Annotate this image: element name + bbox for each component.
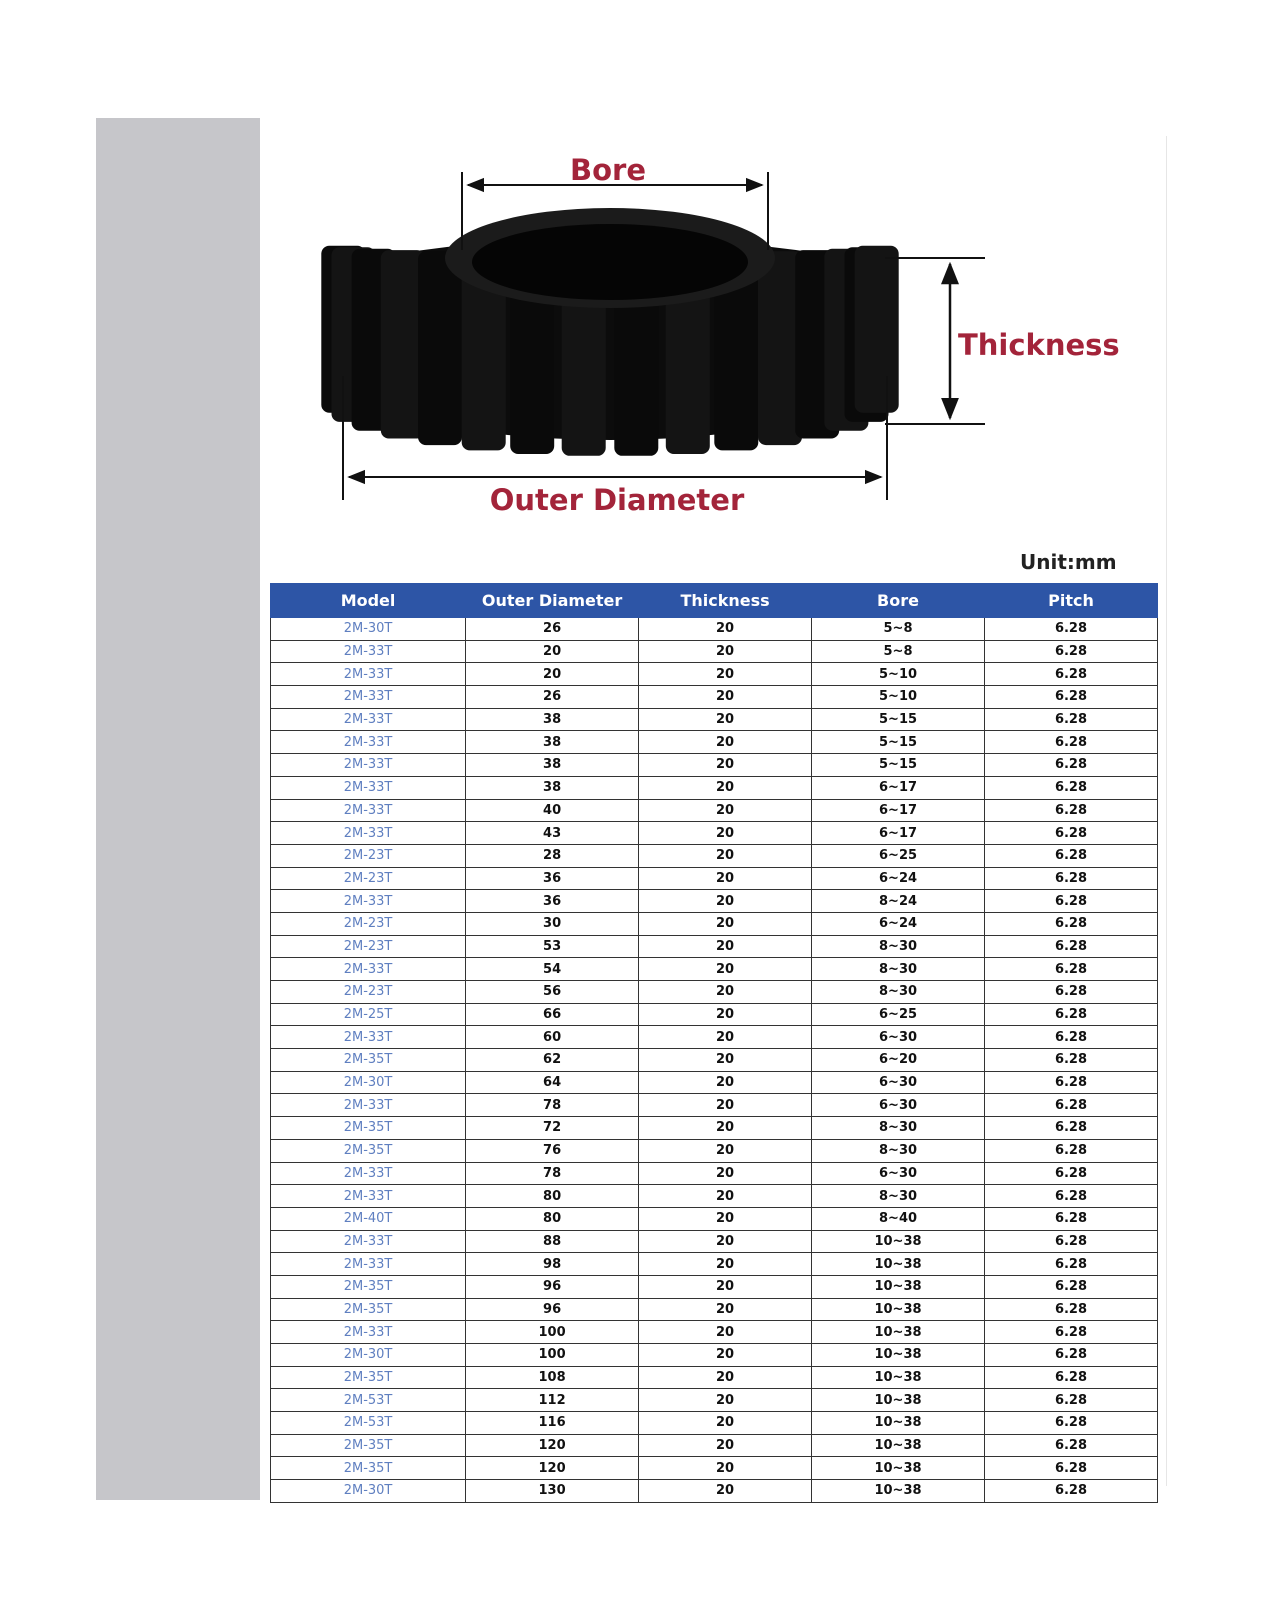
cell-model: 2M-33T [271,1321,466,1344]
cell-thickness: 20 [639,1026,812,1049]
cell-thickness: 20 [639,776,812,799]
cell-bore: 8~30 [812,935,985,958]
cell-outer-diameter: 120 [466,1457,639,1480]
cell-outer-diameter: 96 [466,1275,639,1298]
cell-thickness: 20 [639,663,812,686]
cell-pitch: 6.28 [985,935,1158,958]
cell-outer-diameter: 36 [466,890,639,913]
table-row [271,1049,1158,1072]
table-row [271,822,1158,845]
cell-thickness: 20 [639,1049,812,1072]
table-row [271,1366,1158,1389]
cell-pitch: 6.28 [985,708,1158,731]
cell-thickness: 20 [639,686,812,709]
cell-model: 2M-35T [271,1457,466,1480]
cell-thickness: 20 [639,935,812,958]
cell-pitch: 6.28 [985,731,1158,754]
outer-diameter-label: Outer Diameter [489,483,745,517]
cell-outer-diameter: 98 [466,1253,639,1276]
cell-thickness: 20 [639,867,812,890]
cell-model: 2M-25T [271,1003,466,1026]
cell-thickness: 20 [639,1253,812,1276]
cell-bore: 6~30 [812,1026,985,1049]
table-row [271,1117,1158,1140]
cell-model: 2M-33T [271,799,466,822]
cell-pitch: 6.28 [985,686,1158,709]
table-row [271,663,1158,686]
cell-pitch: 6.28 [985,822,1158,845]
cell-model: 2M-35T [271,1366,466,1389]
cell-outer-diameter: 76 [466,1139,639,1162]
table-row [271,1321,1158,1344]
cell-model: 2M-53T [271,1389,466,1412]
cell-outer-diameter: 26 [466,618,639,641]
table-row [271,618,1158,641]
table-row [271,867,1158,890]
cell-model: 2M-33T [271,958,466,981]
cell-thickness: 20 [639,799,812,822]
table-row [271,1162,1158,1185]
table-row [271,1412,1158,1435]
cell-thickness: 20 [639,844,812,867]
cell-pitch: 6.28 [985,663,1158,686]
cell-outer-diameter: 56 [466,981,639,1004]
cell-outer-diameter: 78 [466,1094,639,1117]
cell-bore: 5~8 [812,640,985,663]
cell-model: 2M-35T [271,1139,466,1162]
spec-table [270,583,1158,1503]
cell-outer-diameter: 120 [466,1434,639,1457]
table-row [271,1344,1158,1367]
table-row [271,1026,1158,1049]
cell-outer-diameter: 30 [466,912,639,935]
table-row [271,1230,1158,1253]
cell-bore: 6~30 [812,1162,985,1185]
cell-outer-diameter: 100 [466,1344,639,1367]
column-header-outer-diameter: Outer Diameter [466,584,639,618]
cell-pitch: 6.28 [985,1026,1158,1049]
cell-bore: 6~24 [812,912,985,935]
cell-bore: 6~25 [812,844,985,867]
table-row [271,890,1158,913]
cell-pitch: 6.28 [985,618,1158,641]
cell-model: 2M-23T [271,935,466,958]
cell-thickness: 20 [639,1094,812,1117]
cell-outer-diameter: 36 [466,867,639,890]
table-row [271,1457,1158,1480]
cell-model: 2M-33T [271,1094,466,1117]
cell-pitch: 6.28 [985,1071,1158,1094]
cell-outer-diameter: 43 [466,822,639,845]
cell-bore: 10~38 [812,1321,985,1344]
cell-bore: 10~38 [812,1434,985,1457]
cell-model: 2M-23T [271,844,466,867]
cell-pitch: 6.28 [985,1434,1158,1457]
cell-thickness: 20 [639,822,812,845]
cell-bore: 6~24 [812,867,985,890]
cell-thickness: 20 [639,1344,812,1367]
cell-outer-diameter: 80 [466,1207,639,1230]
cell-pitch: 6.28 [985,1366,1158,1389]
cell-bore: 6~30 [812,1094,985,1117]
cell-bore: 10~38 [812,1457,985,1480]
cell-pitch: 6.28 [985,912,1158,935]
cell-bore: 10~38 [812,1230,985,1253]
cell-thickness: 20 [639,708,812,731]
cell-bore: 10~38 [812,1389,985,1412]
cell-model: 2M-33T [271,1185,466,1208]
gear-dimension-figure [0,0,1269,540]
cell-outer-diameter: 60 [466,1026,639,1049]
cell-pitch: 6.28 [985,1049,1158,1072]
cell-bore: 10~38 [812,1275,985,1298]
table-row [271,1003,1158,1026]
cell-thickness: 20 [639,981,812,1004]
column-header-pitch: Pitch [985,584,1158,618]
cell-thickness: 20 [639,1003,812,1026]
cell-outer-diameter: 62 [466,1049,639,1072]
cell-thickness: 20 [639,1434,812,1457]
cell-model: 2M-33T [271,822,466,845]
cell-bore: 6~17 [812,799,985,822]
cell-outer-diameter: 54 [466,958,639,981]
cell-pitch: 6.28 [985,1457,1158,1480]
cell-bore: 10~38 [812,1412,985,1435]
cell-model: 2M-33T [271,640,466,663]
cell-pitch: 6.28 [985,1139,1158,1162]
table-row [271,1298,1158,1321]
cell-pitch: 6.28 [985,1412,1158,1435]
unit-label: Unit:mm [1020,550,1117,574]
cell-bore: 5~15 [812,708,985,731]
cell-pitch: 6.28 [985,1003,1158,1026]
cell-pitch: 6.28 [985,1298,1158,1321]
cell-model: 2M-33T [271,663,466,686]
cell-outer-diameter: 40 [466,799,639,822]
cell-bore: 8~30 [812,1139,985,1162]
cell-outer-diameter: 108 [466,1366,639,1389]
table-row [271,1253,1158,1276]
cell-model: 2M-33T [271,1253,466,1276]
cell-pitch: 6.28 [985,1389,1158,1412]
cell-bore: 8~30 [812,981,985,1004]
cell-model: 2M-33T [271,776,466,799]
cell-pitch: 6.28 [985,1230,1158,1253]
table-row [271,1480,1158,1503]
cell-outer-diameter: 88 [466,1230,639,1253]
cell-outer-diameter: 80 [466,1185,639,1208]
cell-model: 2M-35T [271,1275,466,1298]
cell-pitch: 6.28 [985,1275,1158,1298]
cell-model: 2M-35T [271,1049,466,1072]
cell-outer-diameter: 38 [466,731,639,754]
cell-model: 2M-33T [271,1026,466,1049]
cell-bore: 6~17 [812,822,985,845]
cell-model: 2M-23T [271,912,466,935]
cell-thickness: 20 [639,640,812,663]
table-row [271,958,1158,981]
cell-pitch: 6.28 [985,1185,1158,1208]
table-row [271,1094,1158,1117]
cell-bore: 10~38 [812,1253,985,1276]
cell-thickness: 20 [639,1230,812,1253]
cell-model: 2M-33T [271,686,466,709]
cell-outer-diameter: 26 [466,686,639,709]
cell-model: 2M-35T [271,1298,466,1321]
table-row [271,912,1158,935]
thickness-label: Thickness [958,328,1120,362]
cell-pitch: 6.28 [985,754,1158,777]
cell-outer-diameter: 130 [466,1480,639,1503]
cell-bore: 10~38 [812,1366,985,1389]
table-row [271,708,1158,731]
cell-thickness: 20 [639,958,812,981]
cell-bore: 10~38 [812,1298,985,1321]
cell-outer-diameter: 66 [466,1003,639,1026]
cell-thickness: 20 [639,1366,812,1389]
cell-thickness: 20 [639,1457,812,1480]
cell-model: 2M-30T [271,618,466,641]
cell-bore: 10~38 [812,1480,985,1503]
cell-bore: 5~15 [812,731,985,754]
cell-outer-diameter: 20 [466,640,639,663]
table-row [271,981,1158,1004]
cell-pitch: 6.28 [985,1117,1158,1140]
cell-thickness: 20 [639,1185,812,1208]
cell-model: 2M-30T [271,1071,466,1094]
cell-thickness: 20 [639,1207,812,1230]
cell-model: 2M-23T [271,867,466,890]
cell-thickness: 20 [639,1139,812,1162]
cell-pitch: 6.28 [985,867,1158,890]
cell-outer-diameter: 100 [466,1321,639,1344]
cell-model: 2M-23T [271,981,466,1004]
table-row [271,731,1158,754]
cell-thickness: 20 [639,890,812,913]
table-row [271,1434,1158,1457]
cell-bore: 6~25 [812,1003,985,1026]
table-row [271,776,1158,799]
cell-bore: 6~30 [812,1071,985,1094]
table-row [271,754,1158,777]
table-row [271,640,1158,663]
cell-thickness: 20 [639,1298,812,1321]
cell-pitch: 6.28 [985,799,1158,822]
cell-outer-diameter: 20 [466,663,639,686]
cell-pitch: 6.28 [985,1094,1158,1117]
cell-thickness: 20 [639,1389,812,1412]
cell-pitch: 6.28 [985,1207,1158,1230]
table-row [271,1207,1158,1230]
table-row [271,1071,1158,1094]
cell-model: 2M-33T [271,1162,466,1185]
cell-pitch: 6.28 [985,1344,1158,1367]
cell-outer-diameter: 38 [466,708,639,731]
cell-thickness: 20 [639,1321,812,1344]
cell-model: 2M-30T [271,1480,466,1503]
cell-pitch: 6.28 [985,1253,1158,1276]
cell-pitch: 6.28 [985,958,1158,981]
cell-pitch: 6.28 [985,844,1158,867]
table-row [271,844,1158,867]
cell-outer-diameter: 28 [466,844,639,867]
cell-thickness: 20 [639,1071,812,1094]
column-header-bore: Bore [812,584,985,618]
cell-bore: 8~40 [812,1207,985,1230]
cell-thickness: 20 [639,1275,812,1298]
cell-outer-diameter: 72 [466,1117,639,1140]
cell-model: 2M-33T [271,731,466,754]
table-row [271,1389,1158,1412]
cell-bore: 10~38 [812,1344,985,1367]
cell-bore: 8~30 [812,1117,985,1140]
cell-thickness: 20 [639,754,812,777]
cell-model: 2M-35T [271,1434,466,1457]
table-row [271,799,1158,822]
cell-outer-diameter: 112 [466,1389,639,1412]
cell-outer-diameter: 38 [466,754,639,777]
table-row [271,1275,1158,1298]
table-header-row [271,584,1158,618]
cell-pitch: 6.28 [985,1321,1158,1344]
cell-model: 2M-30T [271,1344,466,1367]
cell-outer-diameter: 38 [466,776,639,799]
cell-model: 2M-33T [271,1230,466,1253]
cell-outer-diameter: 53 [466,935,639,958]
cell-bore: 6~20 [812,1049,985,1072]
cell-outer-diameter: 78 [466,1162,639,1185]
cell-thickness: 20 [639,1162,812,1185]
cell-bore: 5~10 [812,663,985,686]
cell-model: 2M-33T [271,708,466,731]
cell-pitch: 6.28 [985,640,1158,663]
column-header-thickness: Thickness [639,584,812,618]
cell-model: 2M-33T [271,754,466,777]
cell-model: 2M-35T [271,1117,466,1140]
cell-outer-diameter: 64 [466,1071,639,1094]
column-header-model: Model [271,584,466,618]
cell-bore: 5~10 [812,686,985,709]
cell-model: 2M-33T [271,890,466,913]
cell-model: 2M-40T [271,1207,466,1230]
table-row [271,935,1158,958]
cell-bore: 5~8 [812,618,985,641]
cell-bore: 6~17 [812,776,985,799]
cell-thickness: 20 [639,1117,812,1140]
cell-outer-diameter: 116 [466,1412,639,1435]
cell-pitch: 6.28 [985,890,1158,913]
bore-label: Bore [570,153,646,187]
cell-thickness: 20 [639,1412,812,1435]
cell-bore: 8~30 [812,958,985,981]
cell-bore: 8~30 [812,1185,985,1208]
cell-pitch: 6.28 [985,1162,1158,1185]
table-row [271,686,1158,709]
cell-pitch: 6.28 [985,1480,1158,1503]
cell-pitch: 6.28 [985,776,1158,799]
cell-thickness: 20 [639,912,812,935]
gear-image [321,208,898,456]
cell-thickness: 20 [639,618,812,641]
cell-bore: 8~24 [812,890,985,913]
table-row [271,1185,1158,1208]
cell-thickness: 20 [639,731,812,754]
cell-outer-diameter: 96 [466,1298,639,1321]
cell-model: 2M-53T [271,1412,466,1435]
table-row [271,1139,1158,1162]
cell-bore: 5~15 [812,754,985,777]
cell-pitch: 6.28 [985,981,1158,1004]
cell-thickness: 20 [639,1480,812,1503]
